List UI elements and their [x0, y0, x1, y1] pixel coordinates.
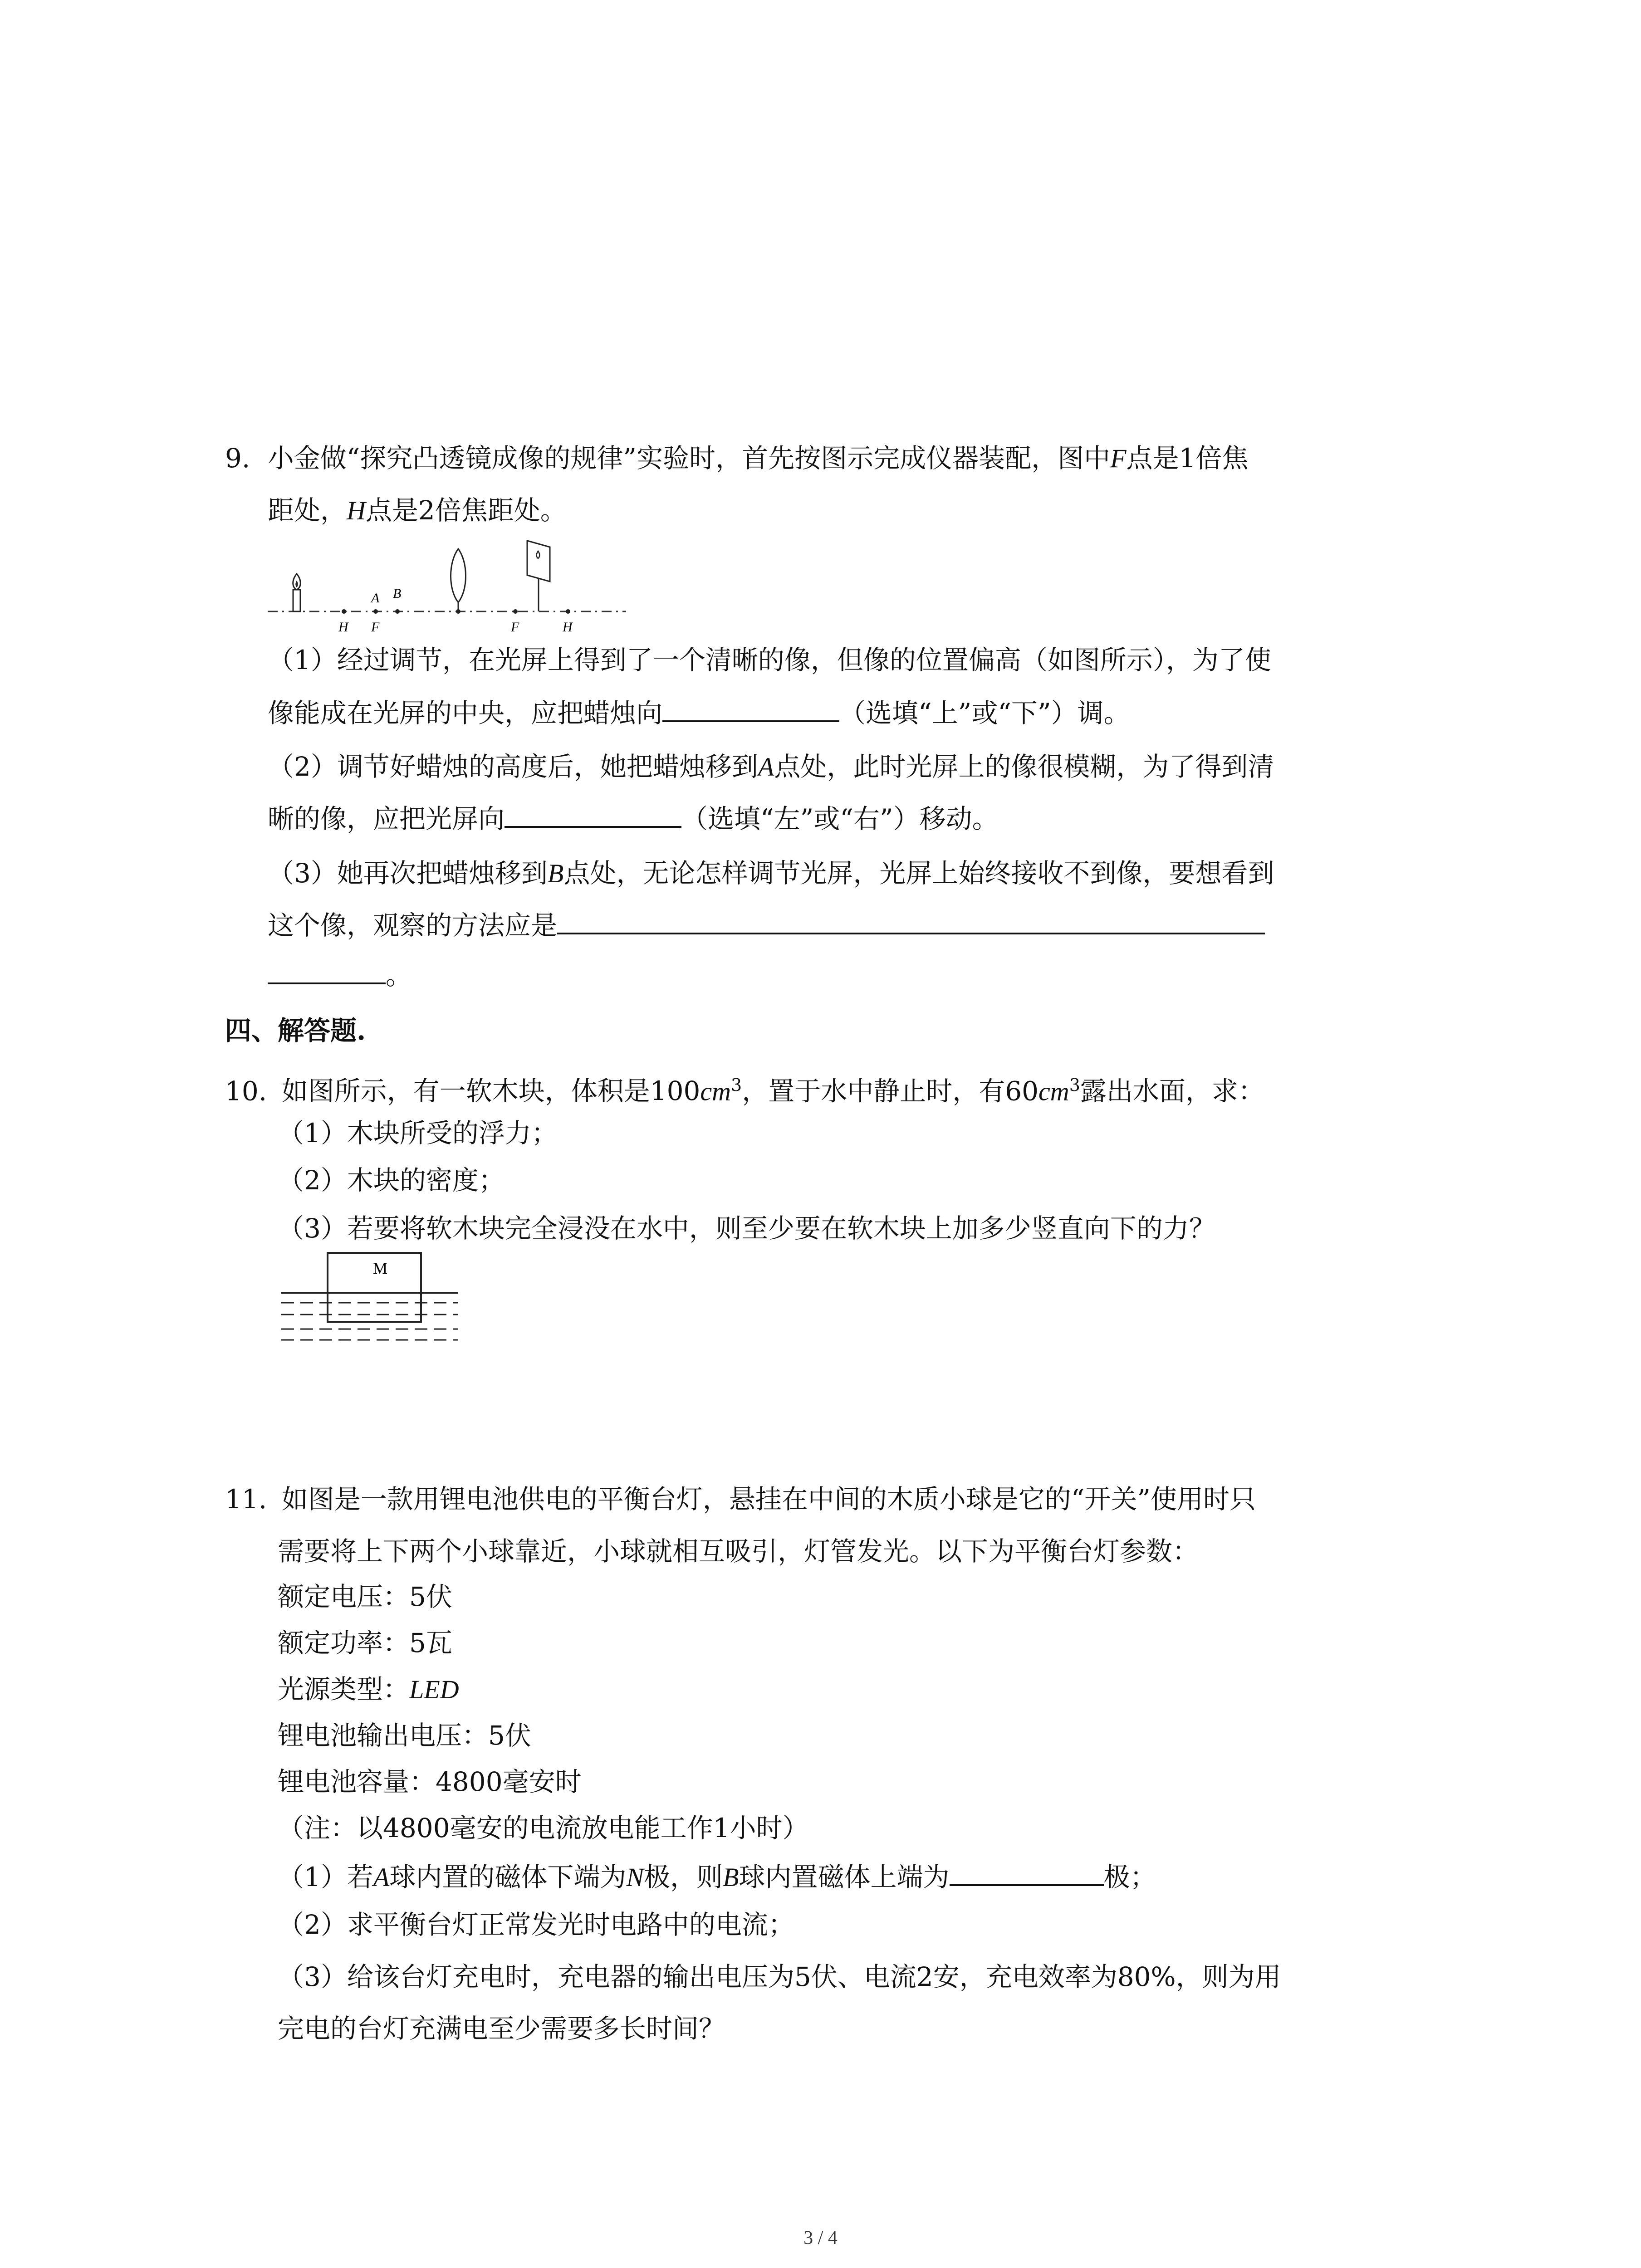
- q9-line1: 9. 小金做“探究凸透镜成像的规律”实验时，首先按图示完成仪器装配，图中F点是1倍焦: [225, 443, 1249, 474]
- q9-part3-line2: 这个像，观察的方法应是: [268, 907, 1265, 943]
- page-number: 3 / 4: [803, 2228, 838, 2248]
- q10-line1: 10. 如图所示，有一软木块，体积是$100cm^3$，置于水中静止时，有$60cm^3$露出水面，求：: [225, 1075, 1264, 1107]
- q11-sub1: （1）若A球内置的磁体下端为N极，则B球内置磁体上端为 极；: [278, 1862, 1156, 1892]
- q9-part3-line3: 。: [268, 957, 412, 993]
- answer-blank[interactable]: [557, 909, 1265, 934]
- light-screen-icon: [527, 541, 550, 611]
- q11-param-capacity: 锂电池容量：4800毫安时: [278, 1766, 582, 1797]
- answer-blank[interactable]: [505, 802, 681, 828]
- block-label: M: [373, 1259, 388, 1277]
- floating-block-figure: [277, 1247, 467, 1361]
- q11-sub3-line1: （3）给该台灯充电时，充电器的输出电压为5伏、电流2安，充电效率为80%，则为用: [278, 1961, 1281, 1992]
- q9-number: 9.: [225, 443, 250, 474]
- optical-bench-figure: [263, 531, 635, 649]
- q9-part2-line2: 晰的像，应把光屏向 （选填“左”或“右”）移动。: [268, 803, 999, 834]
- q11-param-voltage: 额定电压：5伏: [278, 1581, 452, 1612]
- q9-part2-line1: （2）调节好蜡烛的高度后，她把蜡烛移到A点处，此时光屏上的像很模糊，为了得到清: [268, 751, 1274, 782]
- q10-sub3: （3）若要将软木块完全浸没在水中，则至少要在软木块上加多少竖直向下的力？: [278, 1213, 1215, 1244]
- point-F-left-label: F: [371, 620, 380, 635]
- q9-part1-line2: 像能成在光屏的中央，应把蜡烛向 （选填“上”或“下”）调。: [268, 698, 1130, 728]
- q11-line2: 需要将上下两个小球靠近，小球就相互吸引，灯管发光。以下为平衡台灯参数：: [278, 1536, 1199, 1567]
- q11-note: （注：以4800毫安的电流放电能工作1小时）: [278, 1813, 809, 1843]
- q11-sub2: （2）求平衡台灯正常发光时电路中的电流；: [278, 1909, 794, 1940]
- q9-part1-line1: （1）经过调节，在光屏上得到了一个清晰的像，但像的位置偏高（如图所示），为了使: [268, 645, 1271, 675]
- candle-icon: [293, 574, 301, 611]
- point-B-label: B: [393, 586, 402, 601]
- answer-blank[interactable]: [268, 959, 386, 984]
- q11-sub3-line2: 完电的台灯充满电至少需要多长时间？: [278, 2013, 725, 2044]
- convex-lens-icon: [451, 549, 466, 614]
- q11-param-power: 额定功率：5瓦: [278, 1628, 452, 1658]
- answer-blank[interactable]: [950, 1861, 1104, 1886]
- point-H-left-label: H: [338, 620, 348, 635]
- point-A-label: A: [371, 591, 380, 606]
- section-heading: 四、解答题.: [225, 1015, 366, 1046]
- q11-line1: 11. 如图是一款用锂电池供电的平衡台灯，悬挂在中间的木质小球是它的“开关”使用时只: [225, 1484, 1256, 1515]
- q9-part3-line1: （3）她再次把蜡烛移到B点处，无论怎样调节光屏，光屏上始终接收不到像，要想看到: [268, 858, 1274, 889]
- q10-sub1: （1）木块所受的浮力；: [278, 1118, 558, 1149]
- point-F-right-label: F: [511, 620, 519, 635]
- point-H-right-label: H: [563, 620, 573, 635]
- q9-line2: 距处，H点是2倍焦距处。: [268, 495, 567, 526]
- answer-blank[interactable]: [662, 697, 839, 722]
- q11-number: 11.: [225, 1484, 267, 1515]
- q11-param-battery-voltage: 锂电池输出电压：5伏: [278, 1720, 531, 1751]
- q10-sub2: （2）木块的密度；: [278, 1165, 505, 1196]
- q11-param-light: 光源类型：LED: [278, 1674, 459, 1705]
- q10-number: 10.: [225, 1075, 267, 1107]
